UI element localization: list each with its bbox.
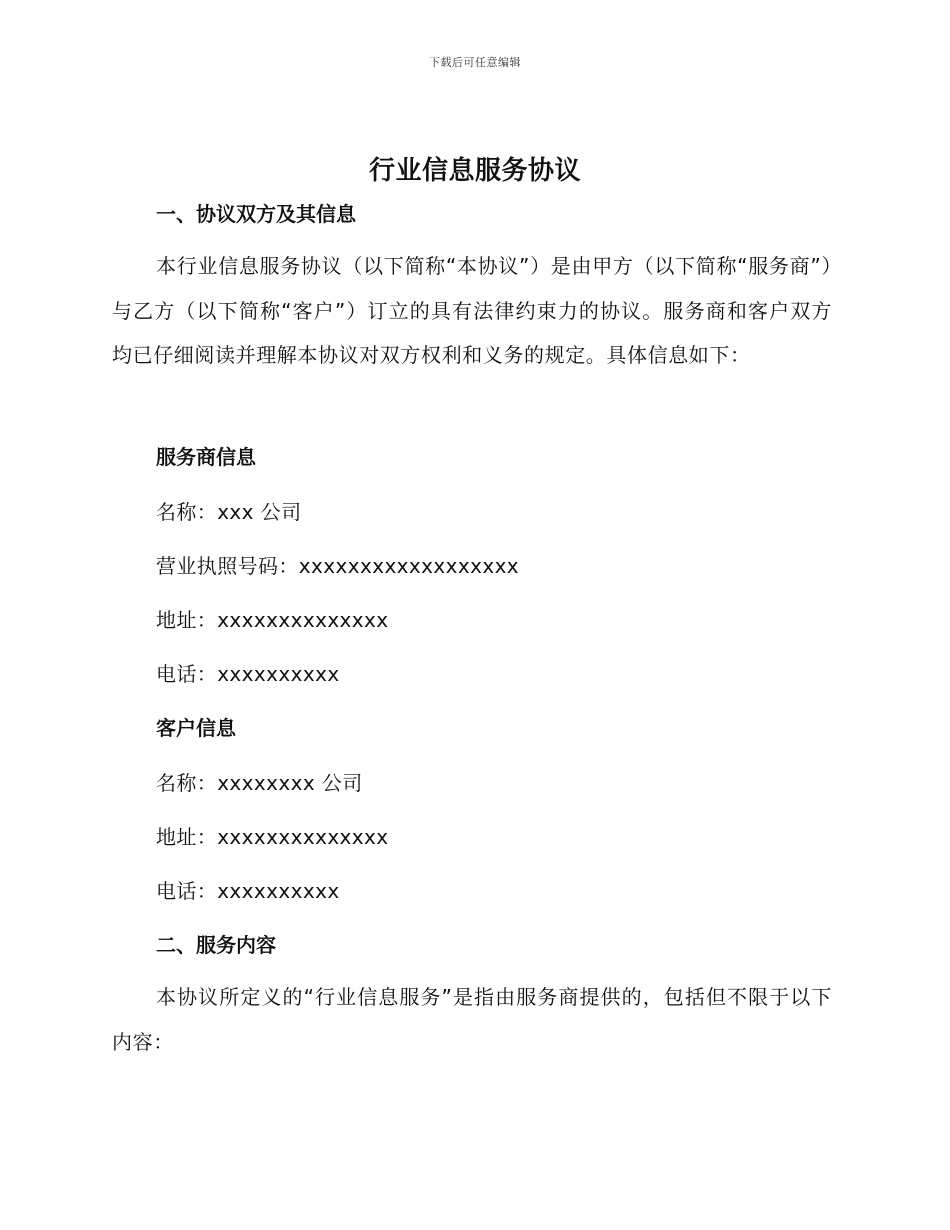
provider-address-field: 地址：xxxxxxxxxxxxxx [156, 608, 389, 632]
provider-name-field: 名称：xxx 公司 [156, 500, 302, 524]
section-1-intro-paragraph: 本行业信息服务协议（以下简称“本协议”）是由甲方（以下简称“服务商”）与乙方（以下简称“客户”）订立的具有法律约束力的协议。服务商和客户双方均已仔细阅读并理解本协议对双方权利和义务的规定。具体信息如下： [112, 254, 832, 368]
client-phone-field: 电话：xxxxxxxxxx [156, 879, 340, 903]
document-title: 行业信息服务协议 [368, 156, 581, 186]
section-1-heading: 一、协议双方及其信息 [156, 202, 356, 226]
page-header-note: 下载后可任意编辑 [429, 56, 521, 69]
section-2-intro-paragraph: 本协议所定义的“行业信息服务”是指由服务商提供的，包括但不限于以下内容： [112, 985, 832, 1054]
section-2-heading: 二、服务内容 [156, 933, 276, 957]
client-info-heading: 客户信息 [156, 716, 236, 740]
provider-info-heading: 服务商信息 [156, 445, 256, 469]
provider-license-field: 营业执照号码：xxxxxxxxxxxxxxxxxx [156, 554, 520, 578]
client-address-field: 地址：xxxxxxxxxxxxxx [156, 825, 389, 849]
client-name-field: 名称：xxxxxxxx 公司 [156, 771, 363, 795]
provider-phone-field: 电话：xxxxxxxxxx [156, 662, 340, 686]
